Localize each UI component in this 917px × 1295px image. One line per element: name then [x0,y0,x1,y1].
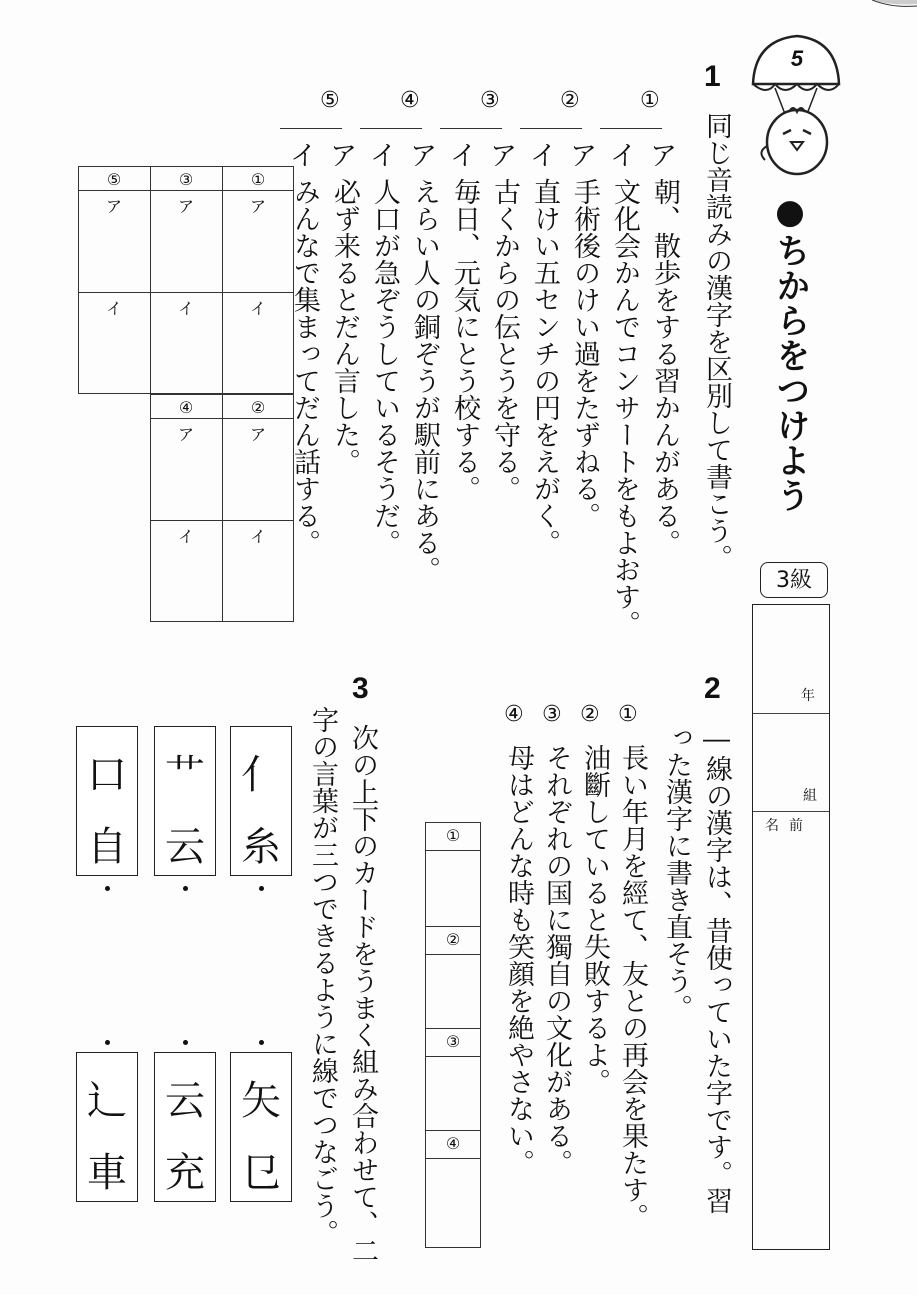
grid-i-4[interactable]: イ [177,527,194,546]
q1-item-divider [440,128,502,129]
q2-item-number: ① [618,702,638,727]
card-bottom-2-upper: 云 [165,1078,205,1124]
level-badge [760,562,828,598]
dot-top-2[interactable] [183,886,188,891]
q1-item-label-i: イ [610,141,637,172]
grid-a-3[interactable]: ア [177,197,194,216]
q2-instruction-line1: ―線の漢字は、昔使っていた字です。習 [701,724,732,1214]
card-bottom-2[interactable] [154,1052,216,1202]
q1-sentence-a: 必ず来るとだん言した。 [329,178,360,475]
grid-i-2[interactable]: イ [249,527,266,546]
q1-item-divider [600,128,662,129]
grid-label-2: ② [250,398,266,417]
q2-item-number: ④ [504,702,524,727]
q1-item-number: ③ [480,88,500,113]
dot-bottom-1[interactable] [259,1040,264,1045]
class-label: 組 [803,788,817,804]
badge-number: 5 [790,46,804,71]
card-bottom-1-lower: 㔾 [241,1150,281,1196]
q1-sentence-a: 朝、散歩をする習かんがある。 [649,178,680,556]
chick-badge [745,28,845,188]
card-top-3-upper: 口 [87,752,127,798]
grid-i-3[interactable]: イ [177,299,194,318]
q2-item-number: ② [580,702,600,727]
q2-box-label-4: ④ [445,1134,461,1153]
card-top-3-lower: 自 [87,824,127,870]
grid-label-5: ⑤ [106,170,122,189]
card-top-1-upper: 亻 [241,752,281,798]
q2-sentence: 長い年月を經て、友との再会を果たす。 [617,744,648,1230]
q1-sentence-i: 毎日、元気にとう校する。 [449,178,480,502]
q1-item-label-a: ア [570,141,597,172]
q1-item-label-i: イ [290,141,317,172]
q2-answer-1[interactable] [427,852,479,924]
q1-instruction: 同じ音読みの漢字を区別して書こう。 [701,112,732,571]
q3-instruction-line2: 字の言葉が三つできるように線でつなごう。 [307,706,338,1246]
q2-number: 2 [704,672,721,705]
q2-box-label-1: ① [445,826,461,845]
q1-item-label-a: ア [330,141,357,172]
card-top-1-lower: 糸 [241,824,281,870]
card-top-1[interactable] [230,726,292,876]
q2-box-label-3: ③ [445,1032,461,1051]
card-top-3[interactable] [76,726,138,876]
q1-sentence-a: えらい人の銅ぞうが駅前にある。 [409,178,440,583]
q1-number: 1 [704,60,721,93]
grid-a-5[interactable]: ア [105,197,122,216]
grid-a-4[interactable]: ア [177,425,194,444]
card-bottom-3[interactable] [76,1052,138,1202]
q3-instruction-line1: 次の上下のカードをうまく組み合わせて、二 [347,724,378,1264]
q2-box-label-2: ② [445,930,461,949]
dot-bottom-3[interactable] [105,1040,110,1045]
q1-item-number: ④ [400,88,420,113]
card-top-2-lower: 云 [165,824,205,870]
level-label: 3級 [776,568,812,593]
q1-sentence-a: 古くからの伝とうを守る。 [489,178,520,502]
q2-sentence: それぞれの国に獨自の文化がある。 [541,744,572,1176]
card-bottom-1-upper: 矢 [241,1078,281,1124]
grid-i-1[interactable]: イ [249,299,266,318]
q2-answer-4[interactable] [427,1160,479,1246]
grid-a-1[interactable]: ア [249,197,266,216]
q1-item-number: ② [560,88,580,113]
dot-top-3[interactable] [105,886,110,891]
q1-item-label-a: ア [490,141,517,172]
q2-answer-3[interactable] [427,1058,479,1128]
q1-item-label-a: ア [410,141,437,172]
page-corner [872,0,917,30]
q2-item-number: ③ [542,702,562,727]
q1-item-label-i: イ [530,141,557,172]
card-bottom-2-lower: 充 [165,1150,205,1196]
dot-bottom-2[interactable] [183,1040,188,1045]
q1-sentence-a: 手術後のけい過をたずねる。 [569,178,600,529]
grid-label-1: ① [250,170,266,189]
grid-label-3: ③ [178,170,194,189]
q1-sentence-i: みんなで集まってだん話する。 [289,178,320,556]
q1-item-label-i: イ [370,141,397,172]
q2-instruction-line2: った漢字に書き直そう。 [661,724,692,1021]
q1-item-divider [280,128,342,129]
grid-i-5[interactable]: イ [105,299,122,318]
grid-label-4: ④ [178,398,194,417]
q2-sentence: 油斷していると失敗するよ。 [579,744,610,1095]
q1-sentence-i: 直けい五センチの円をえがく。 [529,178,560,556]
q1-item-number: ① [640,88,660,113]
card-bottom-3-lower: 車 [87,1150,127,1196]
name-label: 名前 [765,818,813,834]
dot-top-1[interactable] [259,886,264,891]
q1-item-number: ⑤ [320,88,340,113]
page-title: ●ちからをつけよう [770,192,810,513]
card-bottom-3-upper: 辶 [87,1078,127,1124]
q2-sentence: 母はどんな時も笑顔を絶やさない。 [503,744,534,1176]
q1-sentence-i: 人口が急ぞうしているそうだ。 [369,178,400,556]
name-box [752,604,830,1250]
card-top-2[interactable] [154,726,216,876]
q1-item-label-a: ア [650,141,677,172]
grid-a-2[interactable]: ア [249,425,266,444]
q1-item-label-i: イ [450,141,477,172]
q1-item-divider [520,128,582,129]
q1-sentence-i: 文化会かんでコンサートをもよおす。 [609,178,640,637]
card-bottom-1[interactable] [230,1052,292,1202]
year-label: 年 [801,688,815,704]
q1-item-divider [360,128,422,129]
q3-number: 3 [352,672,369,705]
q2-answer-2[interactable] [427,956,479,1026]
card-top-2-upper: 艹 [165,752,205,798]
